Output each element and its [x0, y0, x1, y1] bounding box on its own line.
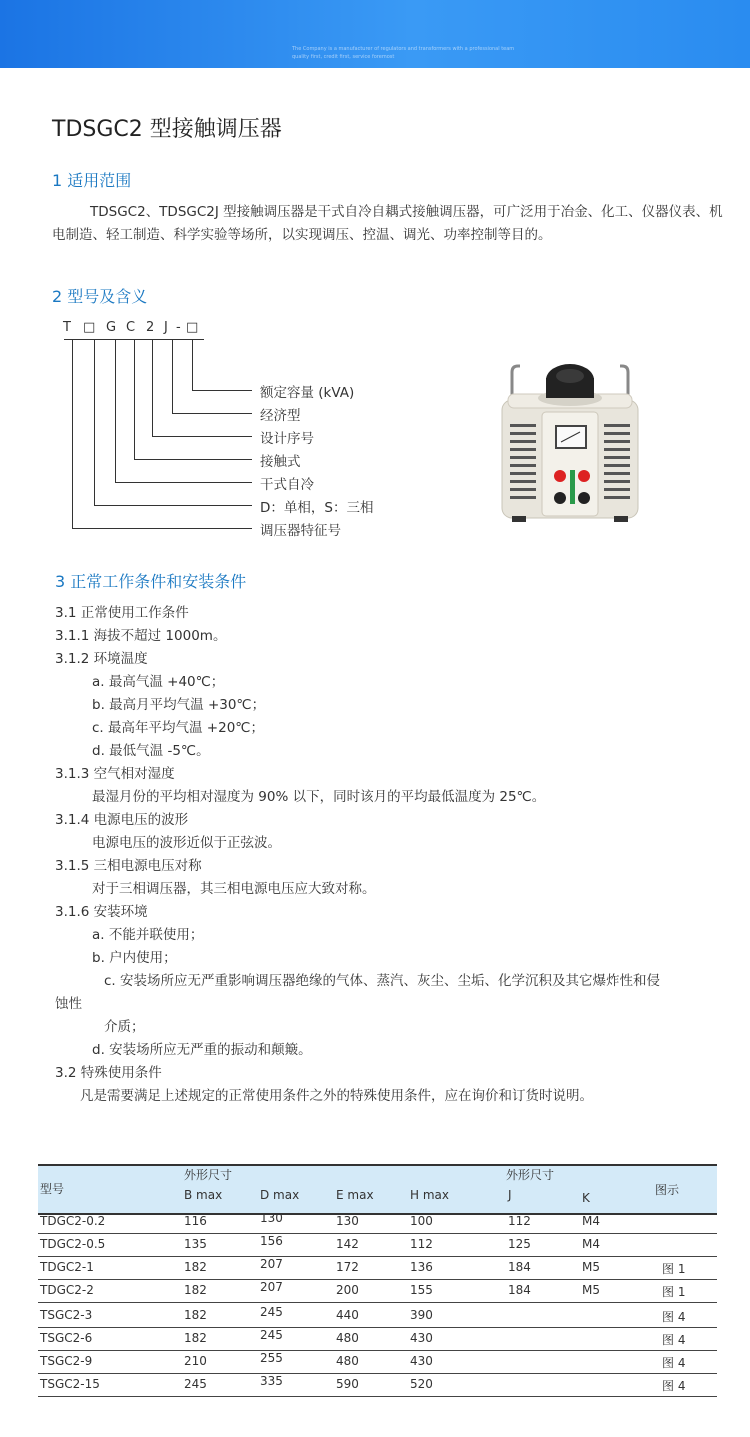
table-cell: TDGC2-0.2: [40, 1214, 106, 1228]
condition-line: d. 最低气温 -5℃。: [92, 743, 210, 759]
condition-line: 最湿月份的平均相对湿度为 90% 以下，同时该月的平均最低温度为 25℃。: [92, 789, 546, 805]
table-cell: 135: [184, 1237, 207, 1251]
table-cell: 图 1: [662, 1262, 686, 1276]
condition-line: c. 安装场所应无严重影响调压器绝缘的气体、蒸汽、灰尘、尘垢、化学沉积及其它爆炸性和侵: [104, 973, 661, 989]
connector-line: [152, 339, 153, 436]
connector-line: [192, 339, 193, 390]
connector-line: [115, 482, 252, 483]
table-cell: 245: [184, 1377, 207, 1391]
table-cell: 142: [336, 1237, 359, 1251]
table-cell: 182: [184, 1260, 207, 1274]
table-row: [38, 1328, 717, 1351]
header-col: K: [582, 1191, 590, 1205]
table-cell: 480: [336, 1354, 359, 1368]
table-cell: 520: [410, 1377, 433, 1391]
table-cell: 图 4: [662, 1310, 686, 1324]
table-cell: TSGC2-15: [40, 1377, 100, 1391]
condition-line: 蚀性: [55, 996, 82, 1012]
table-cell: 207: [260, 1280, 283, 1294]
connector-line: [172, 339, 173, 413]
table-cell: 图 4: [662, 1356, 686, 1370]
header-figure: 图示: [655, 1183, 680, 1197]
header-col: B max: [184, 1188, 223, 1202]
table-cell: 255: [260, 1351, 283, 1365]
condition-line: 3.1.3 空气相对湿度: [55, 766, 175, 782]
table-cell: M5: [582, 1260, 600, 1274]
header-col: J: [508, 1188, 512, 1202]
header-col: D max: [260, 1188, 300, 1202]
table-cell: 182: [184, 1308, 207, 1322]
table-cell: 图 4: [662, 1333, 686, 1347]
table-cell: 112: [410, 1237, 433, 1251]
condition-line: 介质；: [104, 1019, 145, 1035]
table-cell: 112: [508, 1214, 531, 1228]
condition-line: c. 最高年平均气温 +20℃；: [92, 720, 264, 736]
table-cell: 130: [336, 1214, 359, 1228]
model-code-char: □: [186, 320, 199, 335]
connector-line: [94, 505, 252, 506]
table-row: [38, 1351, 717, 1374]
table-cell: M5: [582, 1283, 600, 1297]
header-group: 外形尺寸: [506, 1168, 555, 1182]
model-code-char: J: [164, 320, 168, 335]
header-group: 外形尺寸: [184, 1168, 233, 1182]
condition-line: 3.1.1 海拔不超过 1000m。: [55, 628, 227, 644]
model-meaning-label: 调压器特征号: [260, 523, 341, 539]
page-title: TDSGC2 型接触调压器: [52, 117, 282, 142]
banner-fine-print: quality first, credit first, service foremost: [292, 54, 395, 60]
model-code-char: -: [176, 320, 181, 335]
condition-line: 3.1.6 安装环境: [55, 904, 148, 920]
table-cell: 116: [184, 1214, 207, 1228]
header-model: 型号: [40, 1182, 65, 1196]
table-cell: TDGC2-1: [40, 1260, 94, 1274]
table-cell: 182: [184, 1331, 207, 1345]
connector-line: [115, 339, 116, 482]
table-cell: 100: [410, 1214, 433, 1228]
connector-line: [94, 339, 95, 505]
condition-line: d. 安装场所应无严重的振动和颠簸。: [92, 1042, 312, 1058]
voltage-regulator-product-image: [490, 350, 650, 530]
table-cell: M4: [582, 1237, 600, 1251]
condition-line: b. 户内使用；: [92, 950, 177, 966]
model-code-char: G: [106, 320, 117, 335]
condition-line: a. 不能并联使用；: [92, 927, 204, 943]
connector-line: [172, 413, 252, 414]
table-cell: 184: [508, 1260, 531, 1274]
table-cell: 130: [260, 1211, 283, 1225]
table-cell: 210: [184, 1354, 207, 1368]
table-cell: 155: [410, 1283, 433, 1297]
model-meaning-label: 额定容量 (kVA): [260, 385, 355, 401]
connector-line: [134, 339, 135, 459]
connector-line: [134, 459, 252, 460]
table-cell: 200: [336, 1283, 359, 1297]
table-cell: 图 4: [662, 1379, 686, 1393]
table-row: [38, 1211, 717, 1234]
table-cell: TDGC2-0.5: [40, 1237, 106, 1251]
table-cell: 184: [508, 1283, 531, 1297]
table-cell: 172: [336, 1260, 359, 1274]
model-code-char: □: [83, 320, 96, 335]
condition-line: 对于三相调压器，其三相电源电压应大致对称。: [92, 881, 376, 897]
model-code-char: T: [63, 320, 71, 335]
condition-line: 电源电压的波形近似于正弦波。: [92, 835, 281, 851]
table-cell: 590: [336, 1377, 359, 1391]
condition-line: 3.2 特殊使用条件: [55, 1065, 162, 1081]
model-meaning-label: 接触式: [260, 454, 301, 470]
condition-line: 3.1 正常使用工作条件: [55, 605, 189, 621]
header-col: H max: [410, 1188, 449, 1202]
condition-line: 3.1.5 三相电源电压对称: [55, 858, 202, 874]
connector-line: [192, 390, 252, 391]
table-row: [38, 1374, 717, 1397]
table-cell: 156: [260, 1234, 283, 1248]
table-row: [38, 1257, 717, 1280]
table-cell: 245: [260, 1328, 283, 1342]
table-cell: TSGC2-6: [40, 1331, 93, 1345]
table-cell: 430: [410, 1354, 433, 1368]
model-meaning-label: 干式自冷: [260, 477, 314, 493]
condition-line: 凡是需要满足上述规定的正常使用条件之外的特殊使用条件，应在询价和订货时说明。: [80, 1088, 593, 1104]
table-cell: 图 1: [662, 1285, 686, 1299]
connector-line: [72, 528, 252, 529]
model-meaning-label: D：单相，S：三相: [260, 500, 374, 516]
table-cell: M4: [582, 1214, 600, 1228]
table-cell: TSGC2-9: [40, 1354, 93, 1368]
table-cell: TDGC2-2: [40, 1283, 94, 1297]
table-cell: 390: [410, 1308, 433, 1322]
top-banner: [0, 0, 750, 68]
table-cell: 440: [336, 1308, 359, 1322]
table-cell: 136: [410, 1260, 433, 1274]
condition-line: 3.1.2 环境温度: [55, 651, 148, 667]
header-col: E max: [336, 1188, 374, 1202]
model-code-char: C: [126, 320, 136, 335]
table-cell: TSGC2-3: [40, 1308, 93, 1322]
table-cell: 245: [260, 1305, 283, 1319]
section-paragraph: TDSGC2、TDSGC2J 型接触调压器是干式自冷自耦式接触调压器，可广泛用于冶金、化工、仪器仪表、机电制造、轻工制造、科学实验等场所，以实现调压、控温、调光、功率控制等目的。: [52, 204, 723, 243]
table-row: [38, 1280, 717, 1303]
connector-line: [152, 436, 252, 437]
model-meaning-label: 经济型: [260, 408, 301, 424]
table-cell: 207: [260, 1257, 283, 1271]
banner-fine-print: The Company is a manufacturer of regulators and transformers with a professional team: [292, 46, 515, 52]
table-header: [38, 1164, 717, 1215]
table-cell: 182: [184, 1283, 207, 1297]
condition-line: b. 最高月平均气温 +30℃；: [92, 697, 266, 713]
condition-line: 3.1.4 电源电压的波形: [55, 812, 189, 828]
model-code-char: 2: [146, 320, 155, 335]
table-row: [38, 1234, 717, 1257]
table-cell: 480: [336, 1331, 359, 1345]
connector-line: [72, 339, 73, 528]
table-cell: 125: [508, 1237, 531, 1251]
table-cell: 430: [410, 1331, 433, 1345]
section-heading: 3 正常工作条件和安装条件: [55, 572, 247, 591]
table-row: [38, 1305, 717, 1328]
table-cell: 335: [260, 1374, 283, 1388]
model-meaning-label: 设计序号: [260, 431, 314, 447]
condition-line: a. 最高气温 +40℃；: [92, 674, 225, 690]
section-heading: 2 型号及含义: [52, 287, 148, 306]
section-heading: 1 适用范围: [52, 171, 132, 190]
